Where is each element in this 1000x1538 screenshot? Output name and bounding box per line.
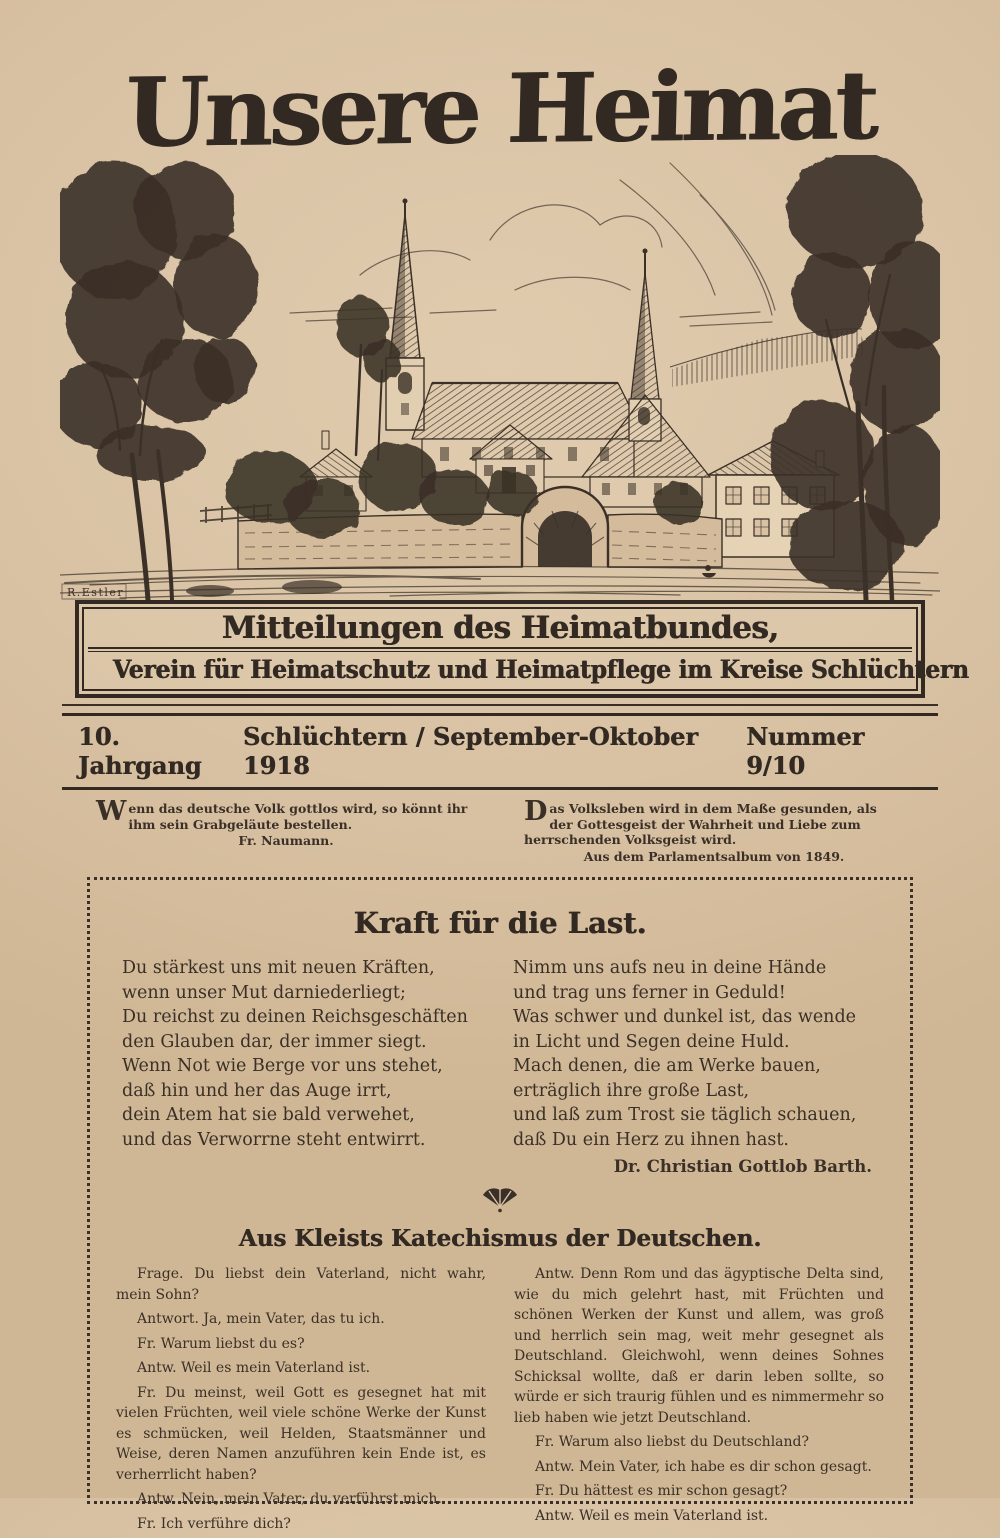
poem-attribution: Dr. Christian Gottlob Barth. <box>613 1157 872 1176</box>
epigraph-right-attribution: Aus dem Parlamentsalbum von 1849. <box>583 848 845 864</box>
poem-line: und laß zum Trost sie täglich schauen, <box>513 1105 857 1125</box>
epigraphs <box>96 796 904 864</box>
issue-number: Nummer 9/10 <box>746 722 865 780</box>
article-paragraph: Fr. Du hättest es mir schon gesagt? <box>535 1483 788 1499</box>
poem-line: dein Atem hat sie bald verwehet, <box>122 1105 415 1125</box>
poem-line: wenn unser Mut darniederliegt; <box>122 982 406 1003</box>
poem-line: in Licht und Segen deine Huld. <box>513 1031 790 1052</box>
article-paragraph: Antw. Weil es mein Vaterland ist. <box>137 1360 371 1376</box>
article-title: Aus Kleists Katechismus der Deutschen. <box>238 1225 762 1252</box>
page-title: Unsere Heimat <box>123 50 877 169</box>
poem-title: Kraft für die Last. <box>353 906 647 940</box>
article-paragraph: Antw. Weil es mein Vaterland ist. <box>535 1507 769 1524</box>
poem-line: Du stärkest uns mit neuen Kräften, <box>122 958 435 978</box>
article-column-right <box>514 1264 884 1538</box>
issue-line <box>62 713 938 790</box>
article-paragraph: Antwort. Ja, mein Vater, das tu ich. <box>137 1311 385 1327</box>
banner-line2: Verein für Heimatschutz und Heimatpflege im Kreise Schlüchtern <box>112 655 969 684</box>
poem-line: und das Verworrne steht entwirrt. <box>122 1129 426 1150</box>
artist-signature <box>62 584 126 599</box>
epigraph-left-attribution: Fr. Naumann. <box>238 833 334 848</box>
banner-inner <box>82 607 969 691</box>
article-paragraph: Fr. Ich verführe dich? <box>137 1515 291 1532</box>
poem-line: Nimm uns aufs neu in deine Hände <box>513 958 827 978</box>
poem-line: den Glauben dar, der immer siegt. <box>122 1031 427 1052</box>
article-paragraph: Frage. Du liebst dein Vaterland, nicht wahr, mein Sohn? <box>116 1266 486 1303</box>
article-paragraph: Antw. Denn Rom und das ägyptische Delta sind, wie du mich gelehrt hast, mit Früchten und schönen Werken der Kunst und allem, was groß und herrlich sein mag, weit mehr gesegnet als Deutschland. Gleichwohl, wenn deines Sohnes Schicksal wollte, daß er darin leben sollte, so würde er sich traurig fühlen und es nimmermehr so lieb haben wie jetzt Deutschland. <box>514 1266 884 1426</box>
poem-line: daß Du ein Herz zu ihnen hast. <box>513 1129 789 1150</box>
issue-volume: 10. Jahrgang <box>78 722 202 780</box>
article-paragraph: Fr. Warum liebst du es? <box>137 1335 305 1352</box>
poem-line: Wenn Not wie Berge vor uns stehet, <box>122 1056 443 1076</box>
dotted-content-box <box>87 877 913 1532</box>
epigraph-right <box>524 796 904 864</box>
right-trees <box>770 155 940 600</box>
poem-stanza-left <box>122 956 487 1152</box>
banner <box>75 600 969 698</box>
poem <box>122 956 878 1176</box>
poem-line: Mach denen, die am Werke bauen, <box>513 1056 821 1076</box>
artist-signature-text: R.Estler <box>67 586 125 599</box>
epigraph-right-text: Das Volksleben wird in dem Maße gesunden, als der Gottesgeist der Wahrheit und Liebe zum herrschenden Volksgeist wird. <box>524 796 877 847</box>
fan-ornament-icon <box>478 1186 522 1213</box>
masthead <box>0 0 1000 600</box>
article-paragraph: Antw. Nein, mein Vater; du verführst mich. <box>137 1491 442 1507</box>
poem-line: und trag uns ferner in Geduld! <box>513 982 786 1003</box>
poem-stanza-right <box>513 956 878 1152</box>
article-paragraph: Antw. Mein Vater, ich habe es dir schon gesagt. <box>535 1458 872 1475</box>
poem-line: Du reichst zu deinen Reichsgeschäften <box>122 1007 468 1027</box>
poem-line: erträglich ihre große Last, <box>513 1080 750 1101</box>
banner-line1: Mitteilungen des Heimatbundes, <box>221 610 779 646</box>
epigraph-left <box>96 796 476 864</box>
poem-line: Was schwer und dunkel ist, das wende <box>513 1007 857 1027</box>
masthead-illustration <box>60 155 940 600</box>
section-ornament <box>116 1186 884 1217</box>
article-column-left <box>116 1264 486 1538</box>
epigraph-left-text: Wenn das deutsche Volk gottlos wird, so könnt ihr ihm sein Grabgeläute bestellen. <box>96 796 468 832</box>
left-trees <box>60 162 257 600</box>
banner-divider <box>88 647 912 652</box>
article-paragraph: Fr. Warum also liebst du Deutschland? <box>535 1434 810 1450</box>
issue-place-date: Schlüchtern / September-Oktober 1918 <box>242 722 698 780</box>
poem-column-right <box>513 956 878 1176</box>
poem-line: daß hin und her das Auge irrt, <box>122 1080 392 1101</box>
rule-under-banner <box>62 704 938 706</box>
article-paragraph: Fr. Du meinst, weil Gott es gesegnet hat mit vielen Früchten, weil viele schöne Werke der Kunst es schmücken, weil Helden, Staatsmänner und Weise, deren Namen anzuführen kein Ende ist, es verherrlicht haben? <box>116 1384 486 1483</box>
article <box>116 1264 884 1538</box>
poem-column-left <box>122 956 487 1176</box>
